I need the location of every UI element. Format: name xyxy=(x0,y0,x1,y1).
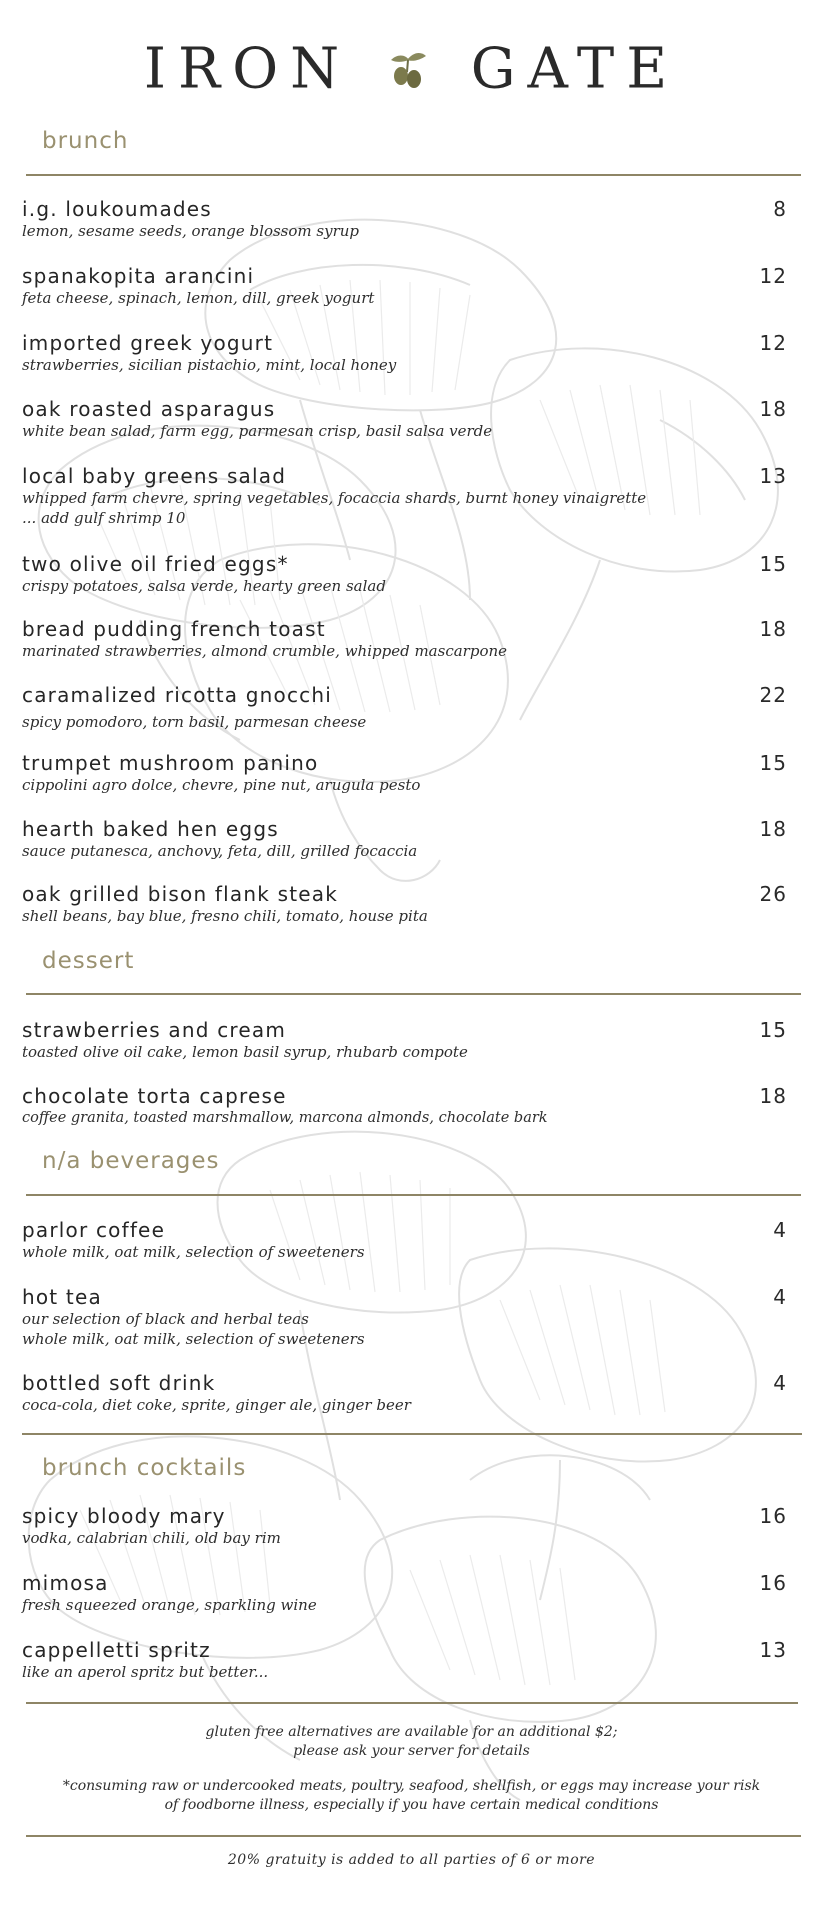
item-description: coffee granita, toasted marshmallow, marcona almonds, chocolate bark xyxy=(22,1110,548,1126)
item-price: 15 xyxy=(759,1018,787,1042)
menu-item xyxy=(22,264,787,308)
disclaimer-line: of foodborne illness, especially if you have certain medical conditions xyxy=(164,1797,659,1813)
gluten-note-line: please ask your server for details xyxy=(293,1743,530,1759)
section-divider xyxy=(26,1194,801,1196)
item-price: 18 xyxy=(759,617,787,641)
disclaimer-line: *consuming raw or undercooked meats, poultry, seafood, shellfish, or eggs may increase your risk xyxy=(62,1778,761,1794)
raw-food-disclaimer xyxy=(0,1777,823,1815)
item-name: hot tea xyxy=(22,1285,102,1309)
item-name: chocolate torta caprese xyxy=(22,1084,287,1108)
item-price: 12 xyxy=(759,264,787,288)
item-name: caramalized ricotta gnocchi xyxy=(22,683,332,707)
item-description: toasted olive oil cake, lemon basil syrup, rhubarb compote xyxy=(22,1043,468,1061)
gratuity-note: 20% gratuity is added to all parties of 6 or more xyxy=(227,1852,596,1868)
menu-item xyxy=(22,1218,787,1262)
footer-divider xyxy=(26,1835,801,1837)
item-description: whole milk, oat milk, selection of sweeteners xyxy=(22,1330,365,1348)
item-price: 13 xyxy=(759,464,787,488)
menu-item xyxy=(22,817,787,861)
item-name: i.g. loukoumades xyxy=(22,197,212,221)
item-addon: ... add gulf shrimp 10 xyxy=(22,509,186,527)
item-price: 15 xyxy=(759,751,787,775)
item-name: imported greek yogurt xyxy=(22,331,274,355)
item-price: 12 xyxy=(759,331,787,355)
menu-item xyxy=(22,1285,787,1349)
menu-item xyxy=(22,683,787,732)
menu-item xyxy=(22,1638,787,1682)
item-name: local baby greens salad xyxy=(22,464,287,488)
menu-item xyxy=(22,1371,787,1415)
item-description: our selection of black and herbal teas xyxy=(22,1310,309,1328)
olive-branch-icon xyxy=(385,48,431,92)
menu-item xyxy=(22,751,787,795)
item-price: 18 xyxy=(759,1084,787,1108)
section-title-beverages: n/a beverages xyxy=(42,1148,220,1174)
item-description: crispy potatoes, salsa verde, hearty green salad xyxy=(22,577,386,595)
section-divider xyxy=(22,1433,802,1435)
item-description: marinated strawberries, almond crumble, whipped mascarpone xyxy=(22,642,508,660)
item-description: lemon, sesame seeds, orange blossom syrup xyxy=(22,222,360,240)
menu-item xyxy=(22,197,787,241)
item-price: 15 xyxy=(759,552,787,576)
item-description: cippolini agro dolce, chevre, pine nut, arugula pesto xyxy=(22,776,421,794)
item-name: trumpet mushroom panino xyxy=(22,751,319,775)
item-price: 18 xyxy=(759,397,787,421)
item-description: shell beans, bay blue, fresno chili, tomato, house pita xyxy=(22,907,428,925)
section-title-dessert: dessert xyxy=(42,948,135,974)
item-name: oak roasted asparagus xyxy=(22,397,276,421)
item-name: spanakopita arancini xyxy=(22,264,255,288)
brand-name-right: GATE xyxy=(470,36,680,102)
section-title-cocktails: brunch cocktails xyxy=(42,1455,247,1481)
item-name: mimosa xyxy=(22,1571,109,1595)
menu-item xyxy=(22,1571,787,1615)
menu-item xyxy=(22,1504,787,1548)
item-price: 26 xyxy=(759,882,787,906)
item-description: fresh squeezed orange, sparkling wine xyxy=(22,1596,317,1614)
item-name: two olive oil fried eggs* xyxy=(22,552,289,576)
item-price: 16 xyxy=(759,1504,787,1528)
menu-item xyxy=(22,552,787,596)
item-price: 4 xyxy=(773,1371,787,1395)
item-description: whipped farm chevre, spring vegetables, focaccia shards, burnt honey vinaigrette xyxy=(22,489,647,507)
menu-item xyxy=(22,1018,787,1062)
item-price: 18 xyxy=(759,817,787,841)
menu-item xyxy=(22,397,787,441)
item-name: bottled soft drink xyxy=(22,1371,216,1395)
gluten-free-note xyxy=(0,1723,823,1761)
section-title-brunch: brunch xyxy=(42,128,129,154)
gluten-note-line: gluten free alternatives are available for an additional $2; xyxy=(205,1724,618,1740)
item-name: parlor coffee xyxy=(22,1218,166,1242)
item-name: oak grilled bison flank steak xyxy=(22,882,338,906)
menu-item xyxy=(22,617,787,661)
item-description: feta cheese, spinach, lemon, dill, greek yogurt xyxy=(22,289,375,307)
item-price: 4 xyxy=(773,1285,787,1309)
item-name: hearth baked hen eggs xyxy=(22,817,279,841)
menu-item xyxy=(22,464,787,528)
section-divider xyxy=(26,1702,798,1704)
item-price: 4 xyxy=(773,1218,787,1242)
item-price: 22 xyxy=(759,683,787,707)
item-description: like an aperol spritz but better... xyxy=(22,1663,269,1681)
item-price: 13 xyxy=(759,1638,787,1662)
item-description: strawberries, sicilian pistachio, mint, local honey xyxy=(22,356,397,374)
item-name: spicy bloody mary xyxy=(22,1504,226,1528)
item-description: whole milk, oat milk, selection of sweeteners xyxy=(22,1243,365,1261)
section-divider xyxy=(26,993,801,995)
item-description: sauce putanesca, anchovy, feta, dill, grilled focaccia xyxy=(22,842,418,860)
item-name: bread pudding french toast xyxy=(22,617,326,641)
brand-name-left: IRON xyxy=(143,36,352,102)
item-price: 16 xyxy=(759,1571,787,1595)
brand-logo xyxy=(0,36,823,102)
menu-item xyxy=(22,882,787,926)
item-name: cappelletti spritz xyxy=(22,1638,211,1662)
item-description: coca-cola, diet coke, sprite, ginger ale, ginger beer xyxy=(22,1396,411,1414)
item-description: vodka, calabrian chili, old bay rim xyxy=(22,1529,281,1547)
section-divider xyxy=(26,174,801,176)
item-description: white bean salad, farm egg, parmesan crisp, basil salsa verde xyxy=(22,422,493,440)
item-price: 8 xyxy=(773,197,787,221)
item-description: spicy pomodoro, torn basil, parmesan cheese xyxy=(22,713,367,731)
menu-item xyxy=(22,1084,787,1128)
item-name: strawberries and cream xyxy=(22,1018,287,1042)
menu-item xyxy=(22,331,787,375)
